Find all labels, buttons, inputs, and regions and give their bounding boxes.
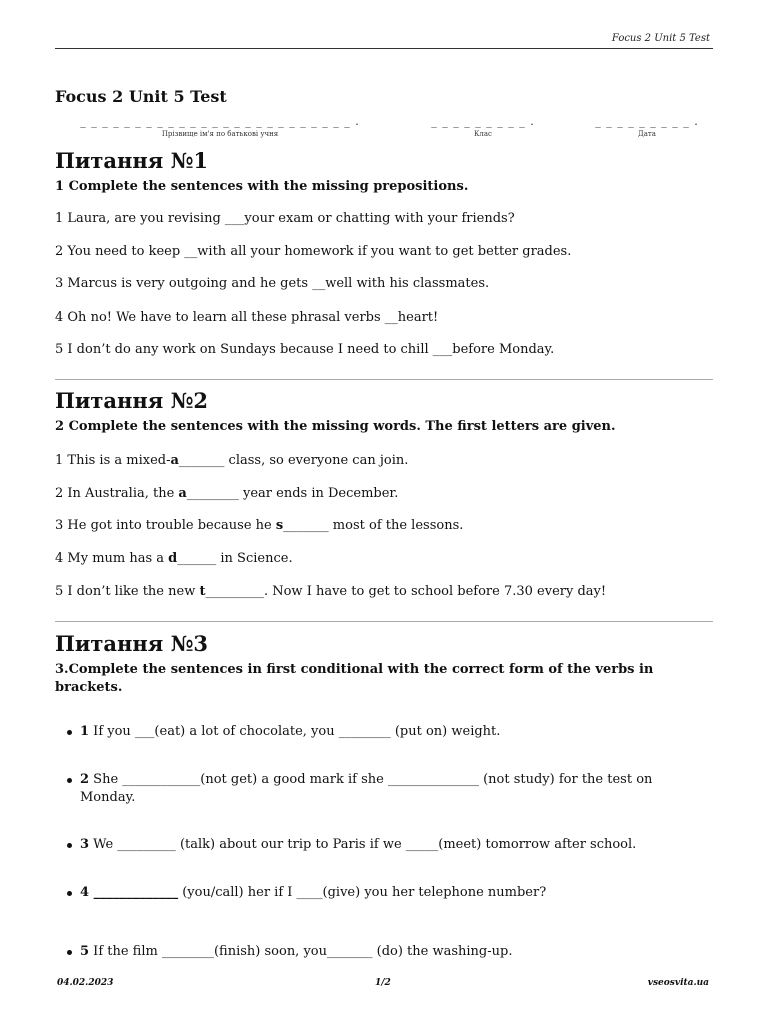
- given-letter: d: [168, 551, 178, 566]
- question-3-item: [80, 771, 673, 807]
- question-2-line: [55, 453, 408, 468]
- item-number: 3: [80, 837, 90, 852]
- header-rule: [55, 48, 713, 49]
- line-text: 3 He got into trouble because he: [55, 518, 276, 533]
- name-field-caption: Прізвище ім'я по батькові учня: [161, 130, 279, 138]
- item-text: (you/call) her if I ____(give) you her telephone number?: [178, 885, 547, 900]
- question-1-instruction: 1 Complete the sentences with the missing prepositions.: [55, 179, 469, 194]
- line-text: _______ class, so everyone can join.: [178, 453, 409, 468]
- question-3-item: [80, 884, 673, 902]
- running-header: Focus 2 Unit 5 Test: [611, 33, 710, 44]
- question-3-item: [80, 723, 673, 741]
- bullet-dot: [67, 843, 72, 848]
- given-letter: t: [199, 584, 206, 599]
- bullet-dot: [67, 778, 72, 783]
- section-divider: [55, 379, 713, 380]
- item-text: If you ___(eat) a lot of chocolate, you ________ (put on) weight.: [89, 724, 501, 739]
- question-2-line: [55, 518, 463, 533]
- question-1-line: 4 Oh no! We have to learn all these phrasal verbs __heart!: [55, 310, 439, 325]
- given-letter: a: [178, 486, 187, 501]
- class-field[interactable]: [417, 116, 549, 138]
- question-2-line: [55, 486, 398, 501]
- item-number: 4: [80, 885, 90, 900]
- line-text: 2 In Australia, the: [55, 486, 179, 501]
- bullet-dot: [67, 950, 72, 955]
- question-1-line: 3 Marcus is very outgoing and he gets __well with his classmates.: [55, 276, 490, 291]
- item-text: If the film ________(finish) soon, you_______ (do) the washing-up.: [89, 944, 513, 959]
- footer-page-number: 1/2: [375, 978, 391, 988]
- footer-date: 04.02.2023: [57, 978, 114, 988]
- line-text: 1 This is a mixed-: [55, 453, 171, 468]
- item-blank: _____________: [89, 885, 179, 900]
- line-text: _______ most of the lessons.: [283, 518, 464, 533]
- question-2-instruction: 2 Complete the sentences with the missing words. The first letters are given.: [55, 419, 616, 434]
- section-divider: [55, 621, 713, 622]
- question-2-title: Питання №2: [55, 388, 209, 413]
- question-3-instruction: 3.Complete the sentences in first conditional with the correct form of the verbs in brackets.: [55, 662, 654, 695]
- given-letter: a: [170, 453, 179, 468]
- question-2-line: [55, 551, 293, 566]
- line-text: _________. Now I have to get to school before 7.30 every day!: [205, 584, 607, 599]
- line-text: ______ in Science.: [177, 551, 293, 566]
- bullet-dot: [67, 730, 72, 735]
- line-text: ________ year ends in December.: [186, 486, 399, 501]
- question-3-item: [80, 943, 673, 961]
- line-text: 5 I don’t like the new: [55, 584, 200, 599]
- question-1-line: 5 I don’t do any work on Sundays because I need to chill ___before Monday.: [55, 342, 555, 357]
- item-number: 1: [80, 724, 90, 739]
- question-1-title: Питання №1: [55, 148, 209, 173]
- class-field-line: _ _ _ _ _ _ _ _ _ .: [431, 115, 535, 128]
- document-title: Focus 2 Unit 5 Test: [55, 87, 227, 106]
- question-2-line: [55, 584, 606, 599]
- date-field[interactable]: [581, 116, 713, 138]
- item-number: 2: [80, 772, 90, 787]
- class-field-caption: Клас: [474, 130, 492, 138]
- footer-site: vseosvita.ua: [647, 978, 709, 988]
- item-text: She ____________(not get) a good mark if she ______________ (not study) for the test on Monday.: [80, 772, 653, 805]
- item-number: 5: [80, 944, 90, 959]
- line-text: 4 My mum has a: [55, 551, 169, 566]
- date-field-caption: Дата: [638, 130, 656, 138]
- date-field-line: _ _ _ _ _ _ _ _ _ .: [595, 115, 699, 128]
- question-1-line: 1 Laura, are you revising ___your exam or chatting with your friends?: [55, 211, 515, 226]
- name-field[interactable]: [55, 116, 385, 138]
- name-field-line: _ _ _ _ _ _ _ _ _ _ _ _ _ _ _ _ _ _ _ _ _ _ _ _ _ .: [80, 115, 360, 128]
- question-3-item: [80, 836, 673, 854]
- question-1-line: 2 You need to keep __with all your homework if you want to get better grades.: [55, 244, 572, 259]
- worksheet-page: [55, 0, 713, 1024]
- item-text: We _________ (talk) about our trip to Paris if we _____(meet) tomorrow after school.: [89, 837, 637, 852]
- given-letter: s: [275, 518, 284, 533]
- question-3-title: Питання №3: [55, 631, 209, 656]
- bullet-dot: [67, 891, 72, 896]
